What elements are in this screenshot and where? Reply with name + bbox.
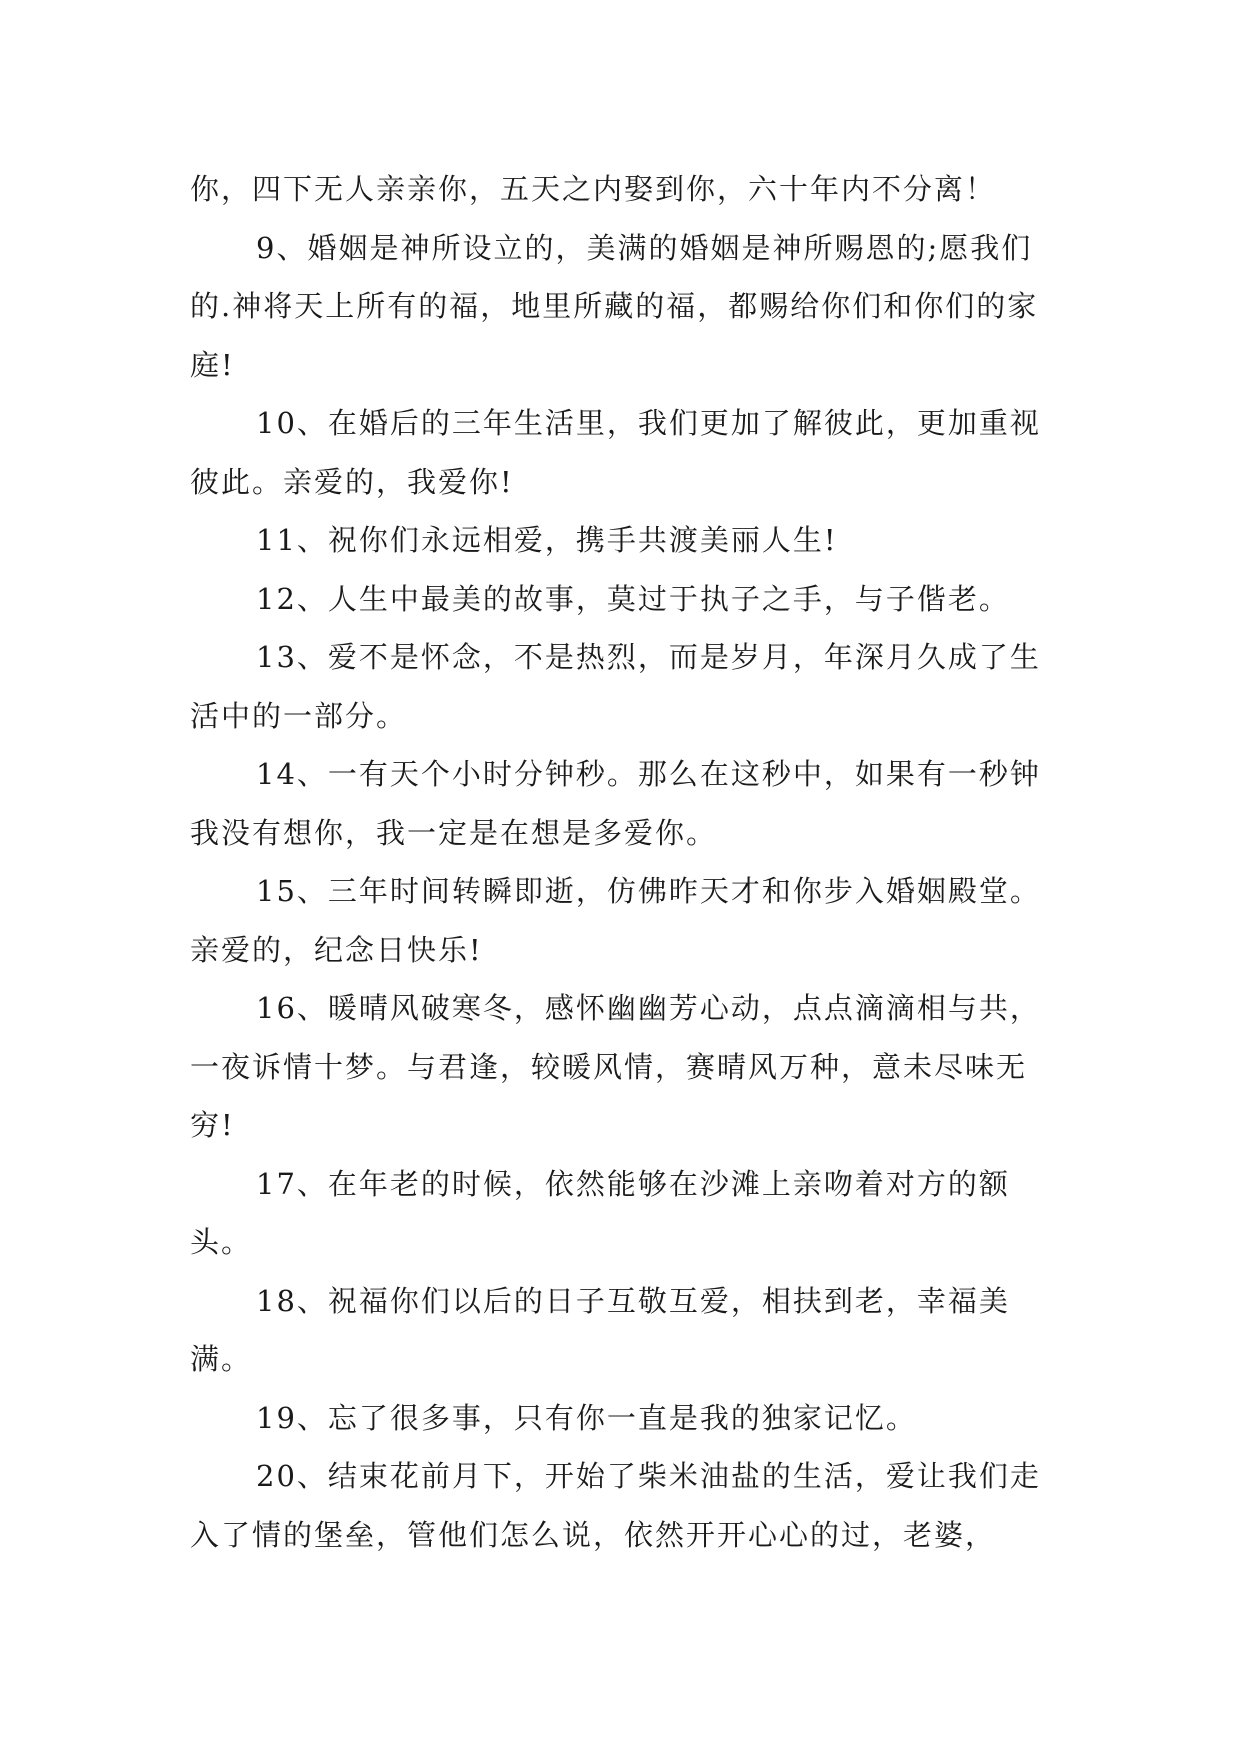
paragraph-19: 19、忘了很多事，只有你一直是我的独家记忆。 <box>256 1400 917 1435</box>
paragraph-20: 20、结束花前月下，开始了柴米油盐的生活，爱让我们走入了情的堡垒，管他们怎么说，依然开开心心的过，老婆， <box>190 1459 1041 1552</box>
paragraph-15: 15、三年时间转瞬即逝，仿佛昨天才和你步入婚姻殿堂。亲爱的，纪念日快乐! <box>190 874 1041 967</box>
paragraph-17: 17、在年老的时候，依然能够在沙滩上亲吻着对方的额头。 <box>190 1166 1010 1259</box>
paragraph-9: 9、婚姻是神所设立的，美满的婚姻是神所赐恩的;愿我们的.神将天上所有的福，地里所藏的福，都赐给你们和你们的家庭! <box>190 230 1039 382</box>
paragraph-18: 18、祝福你们以后的日子互敬互爱，相扶到老，幸福美满。 <box>190 1283 1010 1376</box>
paragraph-13: 13、爱不是怀念，不是热烈，而是岁月，年深月久成了生活中的一部分。 <box>190 640 1041 733</box>
paragraph-12: 12、人生中最美的故事，莫过于执子之手，与子偕老。 <box>256 581 1010 616</box>
paragraph-11: 11、祝你们永远相爱，携手共渡美丽人生! <box>256 523 838 557</box>
document-body <box>190 160 1070 1564</box>
paragraph-8-continued: 你，四下无人亲亲你，五天之内娶到你，六十年内不分离！ <box>190 172 997 206</box>
paragraph-16: 16、暖晴风破寒冬，感怀幽幽芳心动，点点滴滴相与共，一夜诉情十梦。与君逢，较暖风情，赛晴风万种，意未尽味无穷! <box>190 991 1041 1142</box>
paragraph-10: 10、在婚后的三年生活里，我们更加了解彼此，更加重视彼此。亲爱的，我爱你! <box>190 406 1041 499</box>
paragraph-14: 14、一有天个小时分钟秒。那么在这秒中，如果有一秒钟我没有想你，我一定是在想是多爱你。 <box>190 757 1041 850</box>
